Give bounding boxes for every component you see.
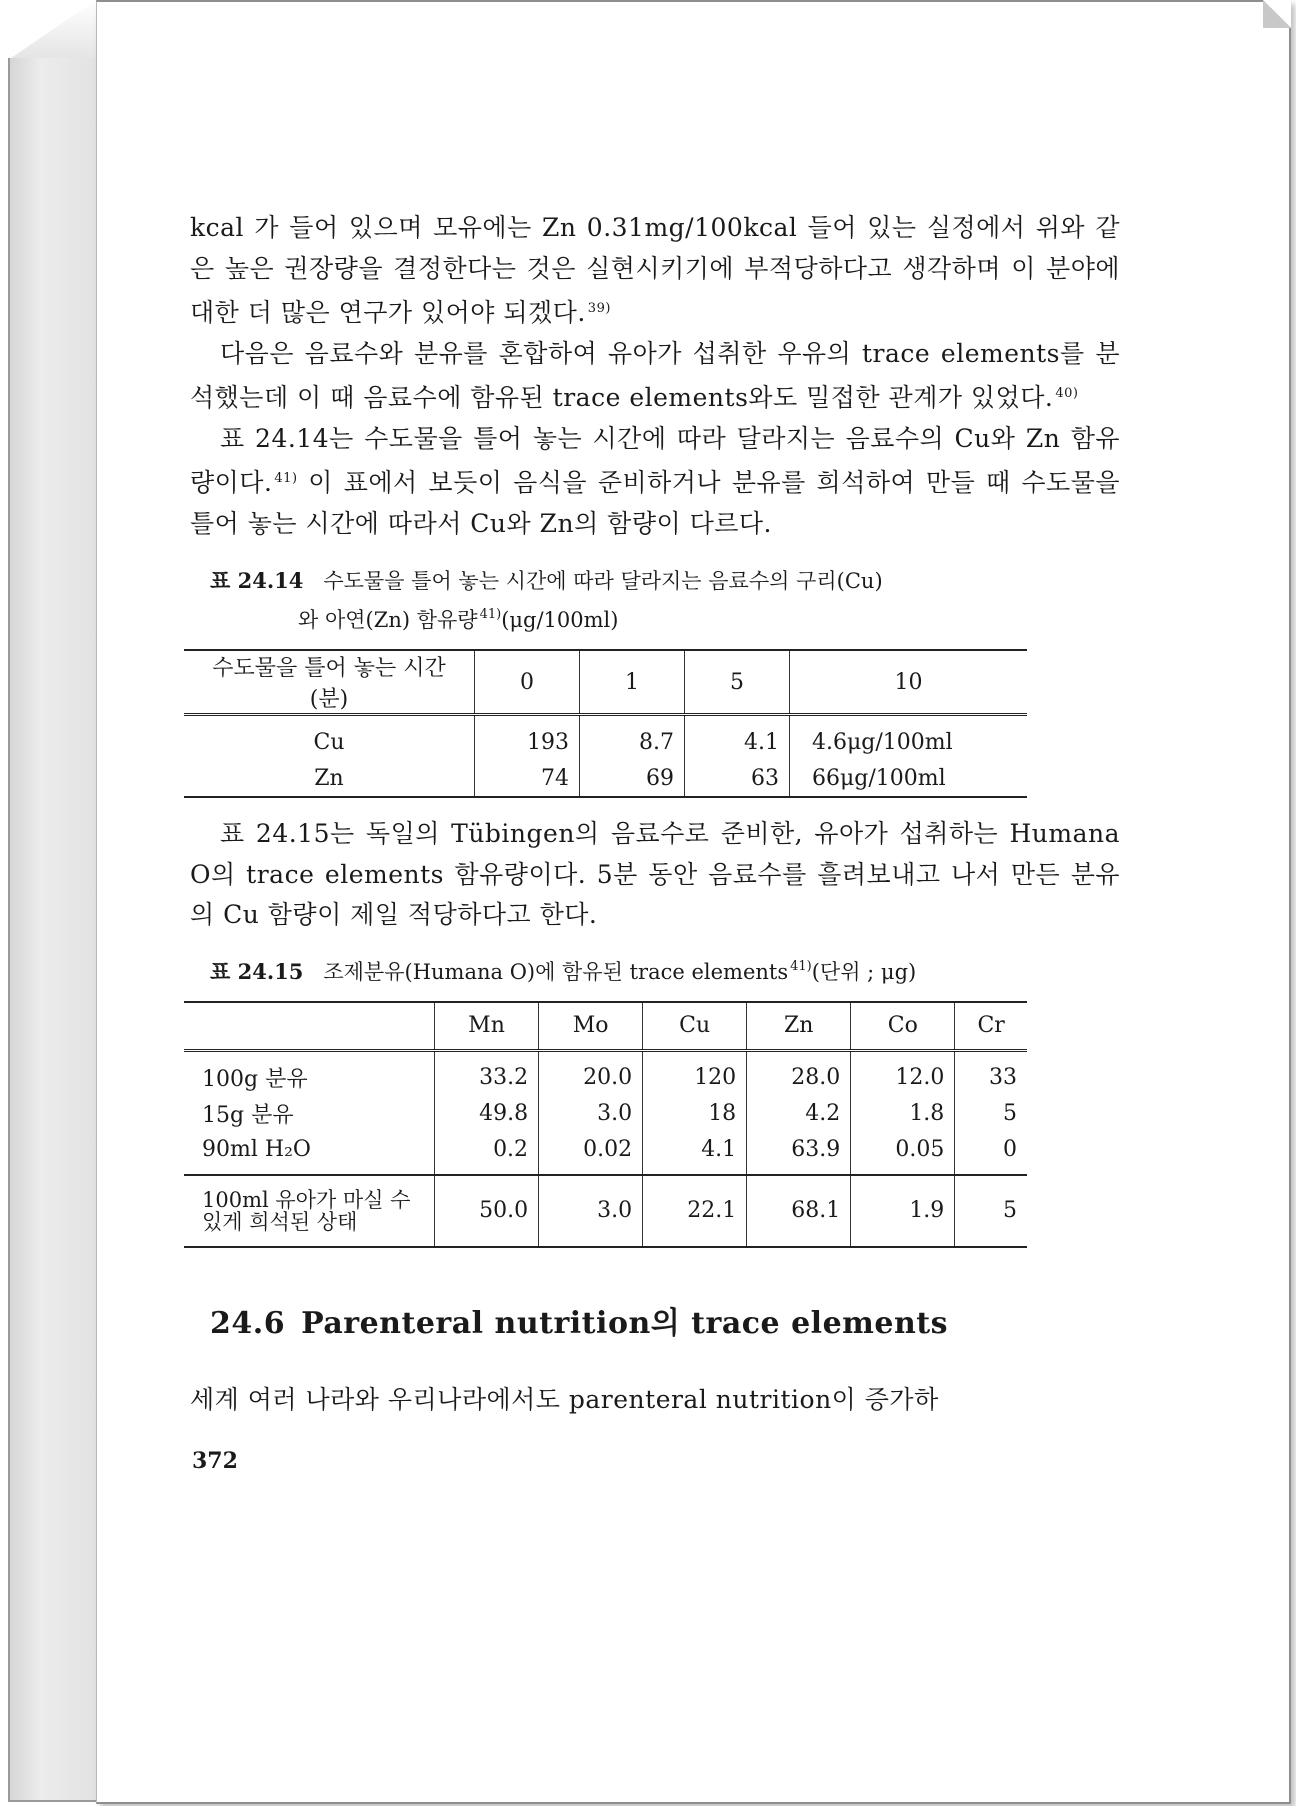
table-14	[184, 649, 1027, 798]
table-15-cell: 5	[955, 1096, 1027, 1132]
table-15-number: 표 24.15	[210, 958, 304, 984]
table-15-cell: 49.8	[435, 1096, 539, 1132]
table-15-cell: 0.2	[435, 1132, 539, 1175]
table-14-caption-line2: 와 아연(Zn) 함유량	[298, 608, 478, 632]
section-number: 24.6	[210, 1305, 286, 1341]
table-14-row-zn	[184, 760, 1027, 797]
table-15-cell: 1.9	[851, 1175, 955, 1247]
table-14-cell: 4.1	[685, 715, 790, 761]
table-14-cell: 4.6μg/100ml	[790, 715, 1028, 761]
footnote-ref-39: 39)	[587, 301, 611, 316]
table-15-cell: 3.0	[539, 1096, 643, 1132]
book-spine	[8, 58, 98, 1802]
table-15-cell: 5	[955, 1175, 1027, 1247]
table-15-cell: 33	[955, 1050, 1027, 1096]
paragraph-5	[190, 1380, 1120, 1421]
table-15-row	[184, 1050, 1027, 1096]
page-number: 372	[192, 1448, 238, 1474]
footnote-ref-40: 40)	[1055, 386, 1079, 401]
table-15-cell: 120	[643, 1050, 747, 1096]
table-14-cell: 66μg/100ml	[790, 760, 1028, 797]
table-14-header-cell: 0	[475, 650, 580, 715]
table-15-cell: 0.05	[851, 1132, 955, 1175]
table-14-caption-ref: 41)	[479, 607, 502, 622]
table-15	[184, 1001, 1027, 1248]
paragraph-3	[190, 419, 1120, 545]
table-14-cell: 74	[475, 760, 580, 797]
paragraph-3-text-b: 이 표에서 보듯이 음식을 준비하거나 분유를 희석하여 만들 때 수도물을 틀어 놓는 시간에 따라서 Cu와 Zn의 함량이 다르다.	[190, 468, 1120, 538]
table-14-row-label: Zn	[184, 760, 475, 797]
paragraph-2	[190, 334, 1120, 419]
table-14-row-label: Cu	[313, 729, 345, 755]
table-15-cell: 22.1	[643, 1175, 747, 1247]
table-15-header-row	[184, 1002, 1027, 1051]
table-15-row	[184, 1132, 1027, 1175]
table-14-header-label: 수도물을 틀어 놓는 시간(분)	[184, 650, 475, 715]
table-15-cell: 68.1	[747, 1175, 851, 1247]
table-15-cell: 28.0	[747, 1050, 851, 1096]
table-14-cell: 193	[475, 715, 580, 761]
table-15-caption-text: 조제분유(Humana O)에 함유된 trace elements	[323, 959, 789, 984]
footnote-ref-41: 41)	[274, 471, 298, 486]
table-15-cell: 4.2	[747, 1096, 851, 1132]
section-title: Parenteral nutrition의 trace elements	[301, 1305, 949, 1341]
table-15-row-diluted	[184, 1175, 1027, 1247]
table-15-header-cell: Cr	[955, 1002, 1027, 1051]
table-15-row-label: 100g 분유	[202, 1067, 308, 1092]
table-15-cell: 4.1	[643, 1132, 747, 1175]
table-15-cell: 1.8	[851, 1096, 955, 1132]
table-15-caption-ref: 41)	[790, 958, 812, 974]
paragraph-4	[190, 814, 1120, 936]
table-14-header-cell: 10	[790, 650, 1028, 715]
table-14-cell: 69	[580, 760, 685, 797]
paragraph-4-text: 표 24.15는 독일의 Tübingen의 음료수로 준비한, 유아가 섭취하는 Humana O의 trace elements 함유량이다. 5분 동안 음료수를 흘려보내고 나서 만든 분유의 Cu 함량이 제일 적당하다고 한다.	[190, 819, 1120, 929]
table-15-header-cell: Mn	[435, 1002, 539, 1051]
table-15-final-label-line1: 100ml 유아가 마실 수	[202, 1187, 411, 1212]
section-heading	[190, 1298, 1120, 1342]
table-15-row-label: 15g 분유	[202, 1103, 294, 1128]
paragraph-3-text-a: 표 24.14는 수도물을 틀어 놓는 시간에 따라 달라지는 음료수의 Cu와 Zn 함유량이다.	[190, 423, 1120, 497]
table-14-number: 표 24.14	[210, 568, 304, 593]
table-15-row-label: 90ml H₂O	[184, 1132, 435, 1175]
book-spine-top	[8, 0, 96, 60]
paragraph-1-text: kcal 가 들어 있으며 모유에는 Zn 0.31mg/100kcal 들어 있는 실정에서 위와 같은 높은 권장량을 결정한다는 것은 실현시키기에 부적당하다고 생각하며 이 분야에 대한 더 많은 연구가 있어야 되겠다.	[190, 213, 1120, 327]
table-14-cell: 63	[685, 760, 790, 797]
table-15-header-blank	[184, 1002, 435, 1051]
table-15-cell: 18	[643, 1096, 747, 1132]
table-14-cell: 8.7	[580, 715, 685, 761]
table-15-caption	[190, 950, 1120, 989]
table-15-cell: 20.0	[539, 1050, 643, 1096]
table-15-cell: 3.0	[539, 1175, 643, 1247]
table-14-header-row	[184, 650, 1027, 715]
table-15-cell: 33.2	[435, 1050, 539, 1096]
page-fold-corner	[1263, 0, 1291, 28]
table-15-header-cell: Cu	[643, 1002, 747, 1051]
table-14-header-cell: 1	[580, 650, 685, 715]
table-15-cell: 0	[955, 1132, 1027, 1175]
table-15-header-cell: Co	[851, 1002, 955, 1051]
table-15-caption-unit: (단위 ; μg)	[811, 959, 917, 984]
paragraph-2-text: 다음은 음료수와 분유를 혼합하여 유아가 섭취한 우유의 trace elements를 분석했는데 이 때 음료수에 함유된 trace elements와도 밀접한 관계가 있었다.	[190, 338, 1120, 412]
table-15-row-label	[184, 1175, 435, 1247]
table-14-caption-line2-wrap	[210, 598, 1120, 637]
table-14-row-cu	[184, 715, 1027, 761]
page-content	[190, 208, 1120, 1474]
table-15-header-cell: Mo	[539, 1002, 643, 1051]
table-15-cell: 12.0	[851, 1050, 955, 1096]
table-15-cell: 0.02	[539, 1132, 643, 1175]
table-15-row	[184, 1096, 1027, 1132]
table-15-cell: 63.9	[747, 1132, 851, 1175]
table-15-header-cell: Zn	[747, 1002, 851, 1051]
table-14-caption-unit: (μg/100ml)	[501, 608, 619, 632]
table-14-caption-line1: 수도물을 틀어 놓는 시간에 따라 달라지는 음료수의 구리(Cu)	[323, 569, 883, 593]
paragraph-1	[190, 208, 1120, 334]
table-15-cell: 50.0	[435, 1175, 539, 1247]
table-15-final-label-line2: 있게 희석된 상태	[202, 1209, 358, 1234]
paragraph-5-text: 세계 여러 나라와 우리나라에서도 parenteral nutrition이 증가하	[190, 1384, 939, 1414]
table-14-caption	[190, 564, 1120, 637]
table-14-header-cell: 5	[685, 650, 790, 715]
